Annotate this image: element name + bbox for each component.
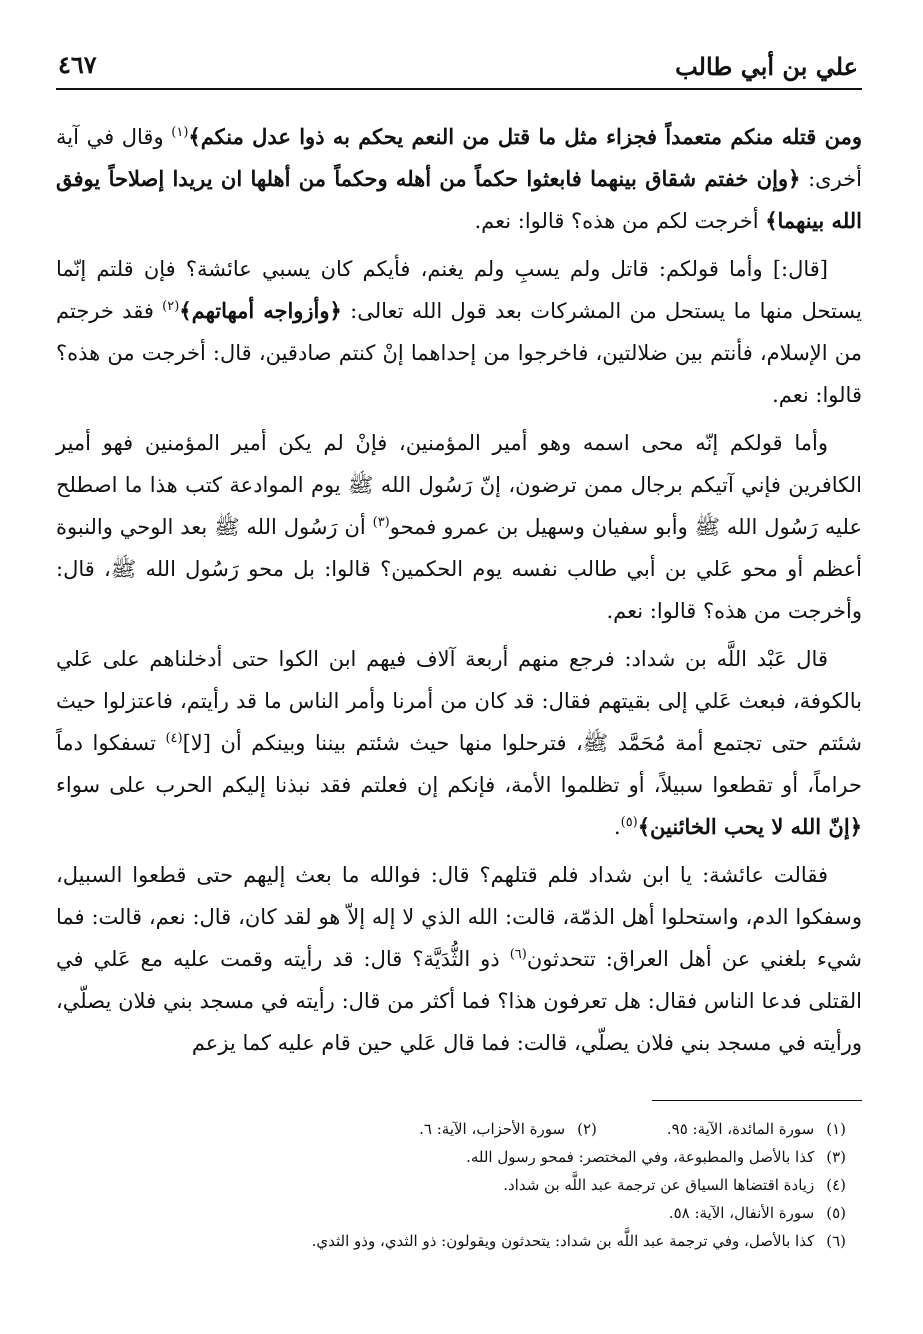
paragraph-text: وقال في آية أخرى: [56,125,862,191]
paragraph-2 [56,248,862,416]
paragraph-text: فقالت عائشة: يا ابن شداد فلم قتلهم؟ قال: فوالله ما بعث إليهم حتى قطعوا السبيل، وسفكوا الدم، واستحلوا أهل الذمّة، قالت: الله الذي لا إله إلاّ هو لقد كان، قال: نعم، قالت: فما شيء بلغني عن أهل العراق: تتحدثون [56,863,862,971]
footnote-ref[interactable]: (١) [171,125,189,140]
footnote-text: كذا بالأصل والمطبوعة، وفي المختصر: فمحو رسول الله. [466,1148,815,1166]
footnote-text: سورة المائدة، الآية: ٩٥. [666,1120,815,1138]
paragraph-text: وأما قولكم إنّه محى اسمه وهو أمير المؤمنين، فإنْ لم يكن أمير المؤمنين فهو أمير الكافرين فإني آتيكم برجال ممن ترضون، إنّ رَسُول الله ﷺ يوم الموادعة كتب هذا ما اصطلح عليه رَسُول الله ﷺ وأبو سفيان وسهيل بن عمرو فمحو [56,431,863,539]
footnote-3 [56,1143,846,1171]
footnote-ref[interactable]: (٤) [165,731,183,746]
quran-verse: ومن قتله منكم متعمداً فجزاء مثل ما قتل من النعم يحكم به ذوا عدل منكم﴾ [188,124,862,149]
footnote-row [56,1115,846,1143]
paragraph-text: قال عَبْد اللَّه بن شداد: فرجع منهم أربعة آلاف فيهم ابن الكوا حتى أدخلناهم على عَلي بالكوفة، فبعث عَلي إلى بقيتهم فقال: قد كان من أمرنا وأمر الناس ما قد رأيتم، فاعتزلوا حيث شئتم حتى تجتمع أمة مُحَمَّد ﷺ، فترحلوا منها حيث شئتم بيننا وبينكم أن [لا] [56,647,862,755]
paragraph-text: فقد خرجتم من الإسلام، فأنتم بين ضلالتين، فاخرجوا من إحداهما إنْ كنتم صادقين، قال: أخرجت من هذه؟ قالوا: نعم. [56,299,862,407]
footnote-number: (٦) [826,1232,846,1250]
paragraph-text: ذو الثُّدَيَّة؟ قال: قد رأيته وقمت عليه مع عَلي في القتلى فدعا الناس فقال: هل تعرفون هذا؟ فما أكثر من قال: رأيته في مسجد بني فلان يصلّي، ورأيته في مسجد بني فلان يصلّي، قالت: فما قال عَلي حين قام عليه كما يزعم [56,947,862,1055]
footnotes [56,1115,862,1255]
paragraph-text: تسفكوا دماً حراماً، أو تقطعوا سبيلاً، أو تظلموا الأمة، فإنكم إن فعلتم فقد نبذنا إليكم الحرب على سواء [56,731,862,797]
footnote-text: سورة الأحزاب، الآية: ٦. [419,1120,566,1138]
page-number: ٤٦٧ [58,50,97,79]
footnote-2 [419,1115,597,1143]
paragraph-text: [قال:] وأما قولكم: قاتل ولم يسبِ ولم يغنم، فأيكم كان يسبي عائشة؟ فإن قلتم إنّما يستحل منها ما يستحل من المشركات بعد قول الله تعالى: [56,257,862,323]
footnote-ref[interactable]: (٦) [509,947,527,962]
running-header [56,40,862,90]
body-text [56,116,862,1064]
footnote-number: (٣) [826,1148,846,1166]
footnote-number: (٢) [577,1120,597,1138]
footnote-text: كذا بالأصل، وفي ترجمة عبد اللَّه بن شداد: يتحدثون ويقولون: ذو الثدي، وذو الثدي. [311,1232,815,1250]
footnote-1 [667,1115,846,1143]
header-title: علي بن أبي طالب [675,52,858,81]
footnote-number: (٤) [826,1176,846,1194]
paragraph-text: أخرجت لكم من هذه؟ قالوا: نعم. [474,209,766,233]
paragraph-5 [56,854,862,1064]
footnote-text: سورة الأنفال، الآية: ٥٨. [668,1204,815,1222]
footnote-number: (٥) [826,1204,846,1222]
footnote-ref[interactable]: (٥) [620,815,638,830]
footnote-divider [652,1100,862,1101]
paragraph-text: أن رَسُول الله ﷺ بعد الوحي والنبوة أعظم أو محو عَلي بن أبي طالب نفسه يوم الحكمين؟ قالوا: بل محو رَسُول الله ﷺ، قال: وأخرجت من هذه؟ قالوا: نعم. [56,515,862,623]
quran-verse: ﴿إنّ الله لا يحب الخائنين﴾ [637,814,862,839]
quran-verse: ﴿وأزواجه أمهاتهم﴾ [179,298,342,323]
footnote-4 [56,1171,846,1199]
footnote-5 [56,1199,846,1227]
footnote-6 [56,1227,846,1255]
book-page [56,40,862,1300]
paragraph-1 [56,116,862,242]
paragraph-4 [56,638,862,848]
footnote-number: (١) [826,1120,846,1138]
footnote-ref[interactable]: (٣) [372,515,390,530]
footnote-ref[interactable]: (٢) [162,299,180,314]
quran-verse: ﴿وإن خفتم شقاق بينهما فابعثوا حكماً من أهله وحكماً من أهلها ان يريدا إصلاحاً يوفق الله بينهما﴾ [56,166,862,233]
footnote-text: زيادة اقتضاها السياق عن ترجمة عبد اللَّه بن شداد. [503,1176,815,1194]
paragraph-3 [56,422,862,632]
paragraph-text: . [613,815,621,839]
